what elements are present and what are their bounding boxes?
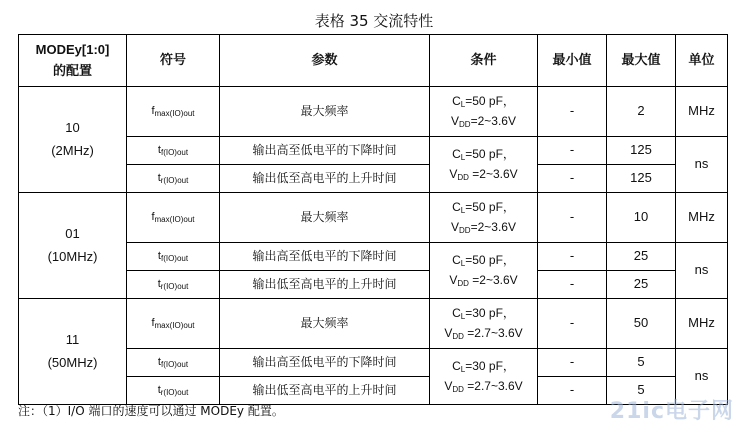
table-footnote: 注：（1）I/O 端口的速度可以通过 MODEy 配置。 bbox=[18, 404, 284, 418]
condition-line1: CL=50 pF， bbox=[452, 94, 515, 110]
header-unit: 单位 bbox=[676, 35, 728, 87]
table-row bbox=[19, 299, 728, 349]
symbol-cell bbox=[127, 271, 220, 299]
symbol-cell bbox=[127, 87, 220, 137]
header-symbol: 符号 bbox=[127, 35, 220, 87]
symbol-sub: max(IO)out bbox=[154, 320, 195, 330]
condition-cell bbox=[430, 87, 538, 137]
max-cell: 25 bbox=[607, 271, 676, 299]
ac-characteristics-table-wrap bbox=[18, 34, 727, 399]
param-cell: 最大频率 bbox=[220, 193, 430, 243]
min-cell: - bbox=[538, 87, 607, 137]
param-cell: 最大频率 bbox=[220, 87, 430, 137]
max-cell: 25 bbox=[607, 243, 676, 271]
symbol-cell bbox=[127, 349, 220, 377]
min-cell: - bbox=[538, 243, 607, 271]
max-cell: 2 bbox=[607, 87, 676, 137]
table-row bbox=[19, 87, 728, 137]
table-row bbox=[19, 193, 728, 243]
param-cell: 输出高至低电平的下降时间 bbox=[220, 243, 430, 271]
min-cell: - bbox=[538, 377, 607, 405]
condition-line1: CL=30 pF， bbox=[452, 306, 515, 322]
max-cell: 125 bbox=[607, 165, 676, 193]
header-mode-line1: MODEy[1:0] bbox=[35, 42, 110, 58]
min-cell: - bbox=[538, 137, 607, 165]
condition-line1: CL=50 pF， bbox=[452, 253, 515, 269]
condition-line2: VDD=2~3.6V bbox=[451, 113, 516, 129]
symbol-sub: f(IO)out bbox=[160, 253, 189, 263]
symbol-cell bbox=[127, 165, 220, 193]
unit-cell: MHz bbox=[676, 299, 728, 349]
header-param: 参数 bbox=[220, 35, 430, 87]
min-cell: - bbox=[538, 271, 607, 299]
max-cell: 5 bbox=[607, 377, 676, 405]
mode-config-freq: (2MHz) bbox=[51, 142, 94, 158]
mode-config-value: 11 bbox=[65, 332, 80, 348]
unit-cell: ns bbox=[676, 349, 728, 405]
param-cell: 最大频率 bbox=[220, 299, 430, 349]
min-cell: - bbox=[538, 193, 607, 243]
symbol-sub: r(IO)out bbox=[160, 175, 189, 185]
unit-cell: ns bbox=[676, 243, 728, 299]
condition-line2: VDD =2~3.6V bbox=[449, 272, 518, 288]
table-caption: 表格 35 交流特性 bbox=[314, 12, 434, 30]
min-cell: - bbox=[538, 165, 607, 193]
header-mode bbox=[19, 35, 127, 87]
symbol-main: t bbox=[157, 171, 161, 184]
condition-line1: CL=50 pF， bbox=[452, 147, 515, 163]
unit-cell: ns bbox=[676, 137, 728, 193]
symbol-sub: max(IO)out bbox=[154, 108, 195, 118]
header-max: 最大值 bbox=[607, 35, 676, 87]
condition-cell bbox=[430, 243, 538, 299]
symbol-sub: f(IO)out bbox=[160, 359, 189, 369]
mode-config-cell bbox=[19, 299, 127, 405]
condition-cell bbox=[430, 137, 538, 193]
unit-cell: MHz bbox=[676, 193, 728, 243]
symbol-main: t bbox=[157, 143, 161, 156]
symbol-cell bbox=[127, 299, 220, 349]
table-header-row bbox=[19, 35, 728, 87]
param-cell: 输出高至低电平的下降时间 bbox=[220, 349, 430, 377]
mode-config-cell bbox=[19, 193, 127, 299]
symbol-main: f bbox=[151, 210, 155, 223]
symbol-main: t bbox=[157, 383, 161, 396]
condition-line2: VDD =2.7~3.6V bbox=[444, 378, 523, 394]
mode-config-freq: (50MHz) bbox=[47, 354, 98, 370]
param-cell: 输出高至低电平的下降时间 bbox=[220, 137, 430, 165]
condition-cell bbox=[430, 299, 538, 349]
param-cell: 输出低至高电平的上升时间 bbox=[220, 377, 430, 405]
symbol-main: t bbox=[157, 249, 161, 262]
symbol-main: t bbox=[157, 355, 161, 368]
symbol-cell bbox=[127, 377, 220, 405]
unit-cell: MHz bbox=[676, 87, 728, 137]
min-cell: - bbox=[538, 299, 607, 349]
site-watermark: 21ic电子网 bbox=[609, 399, 734, 424]
mode-config-freq: (10MHz) bbox=[47, 248, 98, 264]
param-cell: 输出低至高电平的上升时间 bbox=[220, 165, 430, 193]
header-condition: 条件 bbox=[430, 35, 538, 87]
mode-config-value: 01 bbox=[65, 226, 80, 242]
condition-line2: VDD=2~3.6V bbox=[451, 219, 516, 235]
min-cell: - bbox=[538, 349, 607, 377]
symbol-cell bbox=[127, 193, 220, 243]
symbol-main: f bbox=[151, 104, 155, 117]
symbol-main: t bbox=[157, 277, 161, 290]
condition-line2: VDD =2~3.6V bbox=[449, 166, 518, 182]
condition-cell bbox=[430, 349, 538, 405]
max-cell: 125 bbox=[607, 137, 676, 165]
symbol-cell bbox=[127, 137, 220, 165]
condition-line2: VDD =2.7~3.6V bbox=[444, 325, 523, 341]
symbol-main: f bbox=[151, 316, 155, 329]
symbol-sub: max(IO)out bbox=[154, 214, 195, 224]
max-cell: 5 bbox=[607, 349, 676, 377]
symbol-cell bbox=[127, 243, 220, 271]
mode-config-value: 10 bbox=[65, 120, 80, 136]
symbol-sub: r(IO)out bbox=[160, 281, 189, 291]
param-cell: 输出低至高电平的上升时间 bbox=[220, 271, 430, 299]
header-mode-line2: 的配置 bbox=[52, 62, 92, 78]
symbol-sub: f(IO)out bbox=[160, 147, 189, 157]
symbol-sub: r(IO)out bbox=[160, 387, 189, 397]
condition-line1: CL=50 pF， bbox=[452, 200, 515, 216]
ac-characteristics-table bbox=[18, 34, 728, 405]
condition-line1: CL=30 pF， bbox=[452, 359, 515, 375]
max-cell: 10 bbox=[607, 193, 676, 243]
condition-cell bbox=[430, 193, 538, 243]
mode-config-cell bbox=[19, 87, 127, 193]
max-cell: 50 bbox=[607, 299, 676, 349]
header-min: 最小值 bbox=[538, 35, 607, 87]
